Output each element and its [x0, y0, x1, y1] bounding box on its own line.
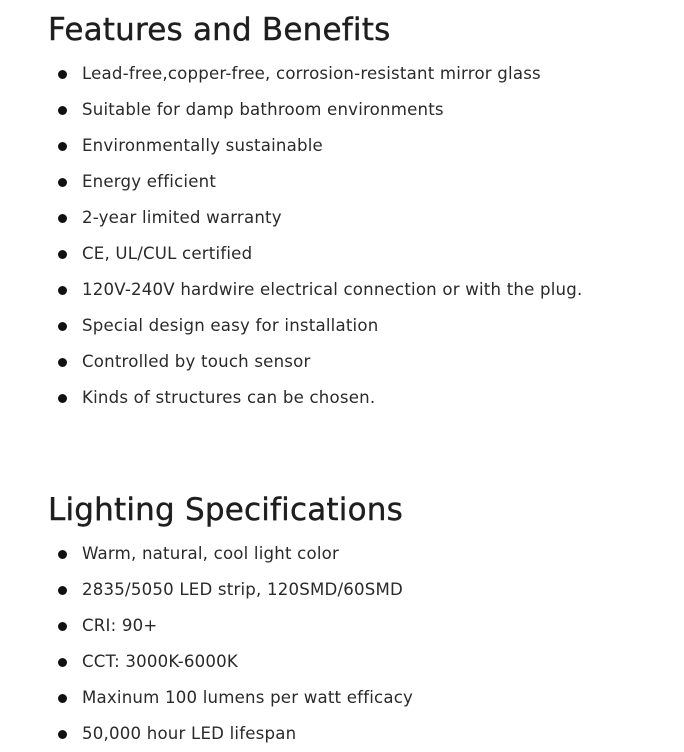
bullet-icon [58, 622, 67, 631]
list-item [48, 536, 664, 572]
list-item [48, 380, 664, 416]
bullet-icon [58, 694, 67, 703]
list-item [48, 608, 664, 644]
bullet-icon [58, 286, 67, 295]
features-section [48, 10, 664, 416]
bullet-icon [58, 214, 67, 223]
lighting-section [48, 490, 664, 752]
bullet-icon [58, 586, 67, 595]
list-item [48, 272, 664, 308]
list-item [48, 308, 664, 344]
bullet-icon [58, 142, 67, 151]
list-item-text: CRI: 90+ [82, 616, 158, 635]
bullet-icon [58, 70, 67, 79]
bullet-icon [58, 658, 67, 667]
list-item [48, 92, 664, 128]
list-item-text: 2-year limited warranty [82, 208, 282, 227]
features-heading: Features and Benefits [48, 12, 391, 48]
list-item [48, 680, 664, 716]
bullet-icon [58, 394, 67, 403]
features-list [48, 56, 664, 416]
list-item-text: Environmentally sustainable [82, 136, 323, 155]
list-item-text: Energy efficient [82, 172, 217, 191]
list-item-text: Controlled by touch sensor [82, 352, 311, 371]
list-item-text: Maxinum 100 lumens per watt efficacy [82, 688, 414, 707]
list-item [48, 236, 664, 272]
list-item [48, 344, 664, 380]
bullet-icon [58, 178, 67, 187]
list-item [48, 644, 664, 680]
list-item-text: 120V-240V hardwire electrical connection or with the plug. [82, 280, 583, 299]
list-item-text: Suitable for damp bathroom environments [82, 100, 444, 119]
lighting-heading: Lighting Specifications [48, 492, 403, 528]
list-item [48, 716, 664, 752]
list-item [48, 128, 664, 164]
bullet-icon [58, 550, 67, 559]
list-item [48, 56, 664, 92]
list-item-text: Lead-free,copper-free, corrosion-resistant mirror glass [82, 64, 541, 83]
bullet-icon [58, 358, 67, 367]
list-item-text: Special design easy for installation [82, 316, 379, 335]
list-item-text: CCT: 3000K-6000K [82, 652, 239, 671]
list-item [48, 572, 664, 608]
list-item [48, 200, 664, 236]
bullet-icon [58, 730, 67, 739]
list-item-text: Kinds of structures can be chosen. [82, 388, 376, 407]
bullet-icon [58, 322, 67, 331]
list-item-text: 2835/5050 LED strip, 120SMD/60SMD [82, 580, 404, 599]
bullet-icon [58, 250, 67, 259]
list-item-text: 50,000 hour LED lifespan [82, 724, 297, 743]
list-item-text: CE, UL/CUL certified [82, 244, 253, 263]
list-item [48, 164, 664, 200]
list-item-text: Warm, natural, cool light color [82, 544, 340, 563]
lighting-list [48, 536, 664, 752]
bullet-icon [58, 106, 67, 115]
